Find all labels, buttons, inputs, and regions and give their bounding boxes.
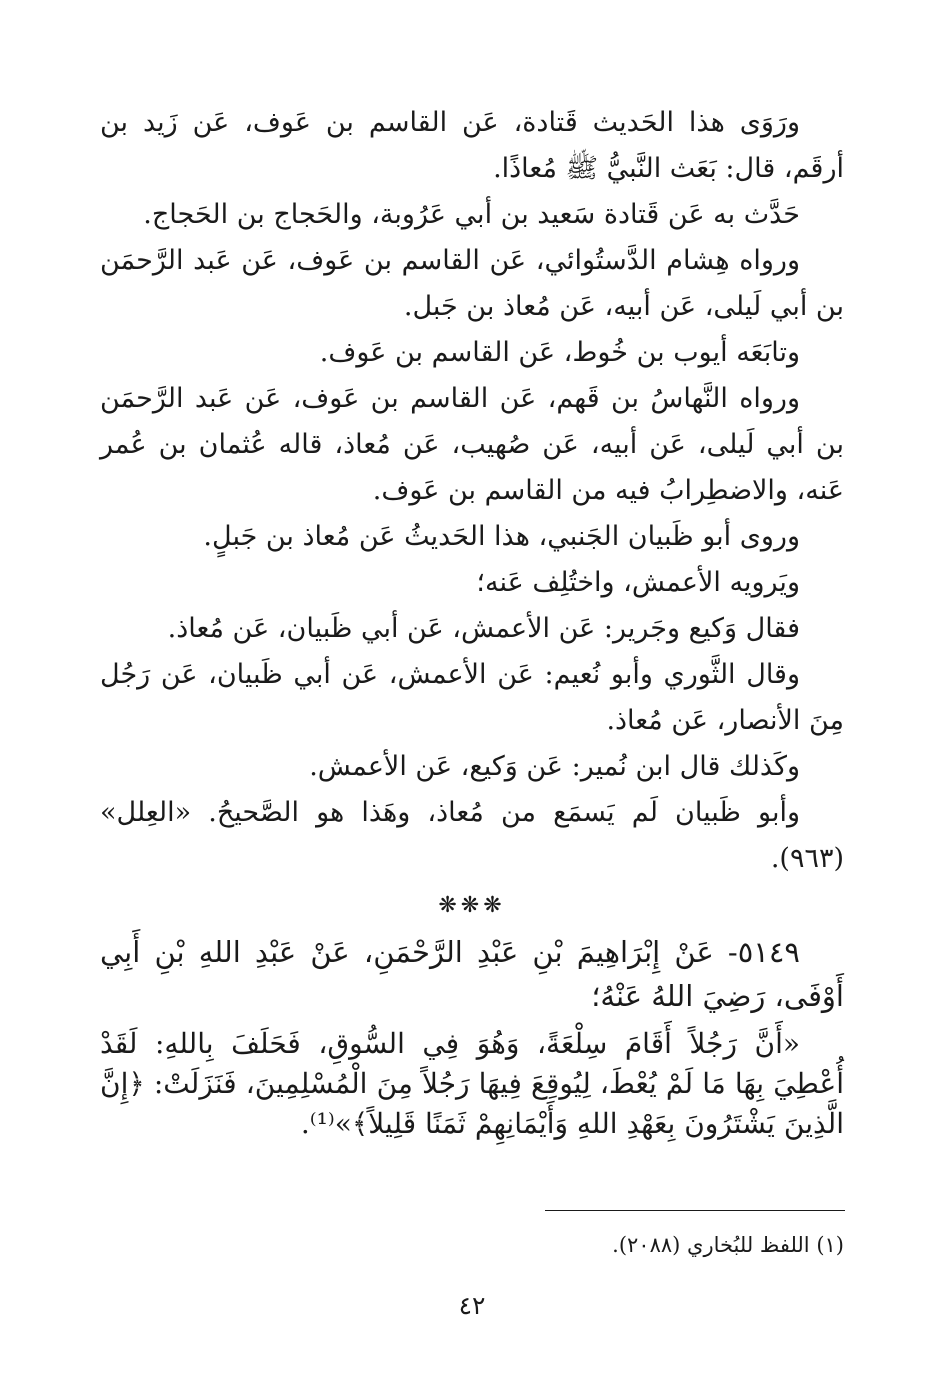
footnote: (١) اللفظ للبُخاري (٢٠٨٨). — [612, 1233, 844, 1257]
section-separator: ❋❋❋ — [438, 893, 506, 918]
paragraph-11: وأبو ظَبيان لَم يَسمَع من مُعاذ، وهَذا هو الصَّحيحُ. «العِلل» (٩٦٣). — [100, 797, 844, 874]
hadith-text: «أَنَّ رَجُلاً أَقَامَ سِلْعَةً، وَهُوَ فِي السُّوقِ، فَحَلَفَ بِاللهِ: لَقَدْ أُعْطِيَ بِهَا مَا لَمْ يُعْطَ، لِيُوقِعَ فِيهَا رَجُلاً مِنَ الْمُسْلِمِينَ، فَنَزَلَتْ: ﴿إِنَّ الَّذِينَ يَشْتَرُونَ بِعَهْدِ اللهِ وَأَيْمَانِهِمْ ثَمَنًا قَلِيلاً﴾»⁽¹⁾. — [100, 1027, 844, 1140]
paragraph-4: وتابَعَه أيوب بن خُوط، عَن القاسم بن عَوف. — [319, 337, 800, 368]
hadith-heading: ٥١٤٩- عَنْ إِبْرَاهِيمَ بْنِ عَبْدِ الرَّحْمَنِ، عَنْ عَبْدِ اللهِ بْنِ أَبِي أَوْفَى، رَضِيَ اللهُ عَنْهُ؛ — [100, 935, 844, 1013]
footnote-divider — [545, 1210, 845, 1211]
body-text — [100, 100, 844, 1144]
paragraph-8: فقال وَكيع وجَرير: عَن الأعمش، عَن أبي ظَبيان، عَن مُعاذ. — [167, 613, 800, 644]
paragraph-2: حَدَّث به عَن قَتادة سَعيد بن أبي عَرُوبة، والحَجاج بن الحَجاج. — [143, 199, 800, 230]
paragraph-7: ويَرويه الأعمش، واختُلِف عَنه؛ — [476, 567, 800, 598]
paragraph-5: ورواه النَّهاسُ بن قَهم، عَن القاسم بن عَوف، عَن عَبد الرَّحمَن بن أبي لَيلى، عَن أبيه، عَن صُهيب، عَن مُعاذ، قاله عُثمان بن عُمر عَنه، والاضطِرابُ فيه من القاسم بن عَوف. — [100, 383, 844, 506]
paragraph-6: وروى أبو ظَبيان الجَنبي، هذا الحَديثُ عَن مُعاذ بن جَبلٍ. — [203, 521, 800, 552]
paragraph-9: وقال الثَّوري وأبو نُعيم: عَن الأعمش، عَن أبي ظَبيان، عَن رَجُل مِنَ الأنصار، عَن مُعاذ. — [100, 659, 844, 736]
paragraph-1: ورَوَى هذا الحَديث قَتادة، عَن القاسم بن عَوف، عَن زَيد بن أرقَم، قال: بَعَث النَّبيُّ ﷺ مُعاذًا. — [100, 107, 844, 184]
paragraph-3: ورواه هِشام الدَّستُوائي، عَن القاسم بن عَوف، عَن عَبد الرَّحمَن بن أبي لَيلى، عَن أبيه، عَن مُعاذ بن جَبل. — [100, 245, 844, 322]
page-number: ٤٢ — [458, 1291, 486, 1320]
paragraph-10: وكَذلك قال ابن نُمير: عَن وَكيع، عَن الأعمش. — [309, 751, 800, 782]
